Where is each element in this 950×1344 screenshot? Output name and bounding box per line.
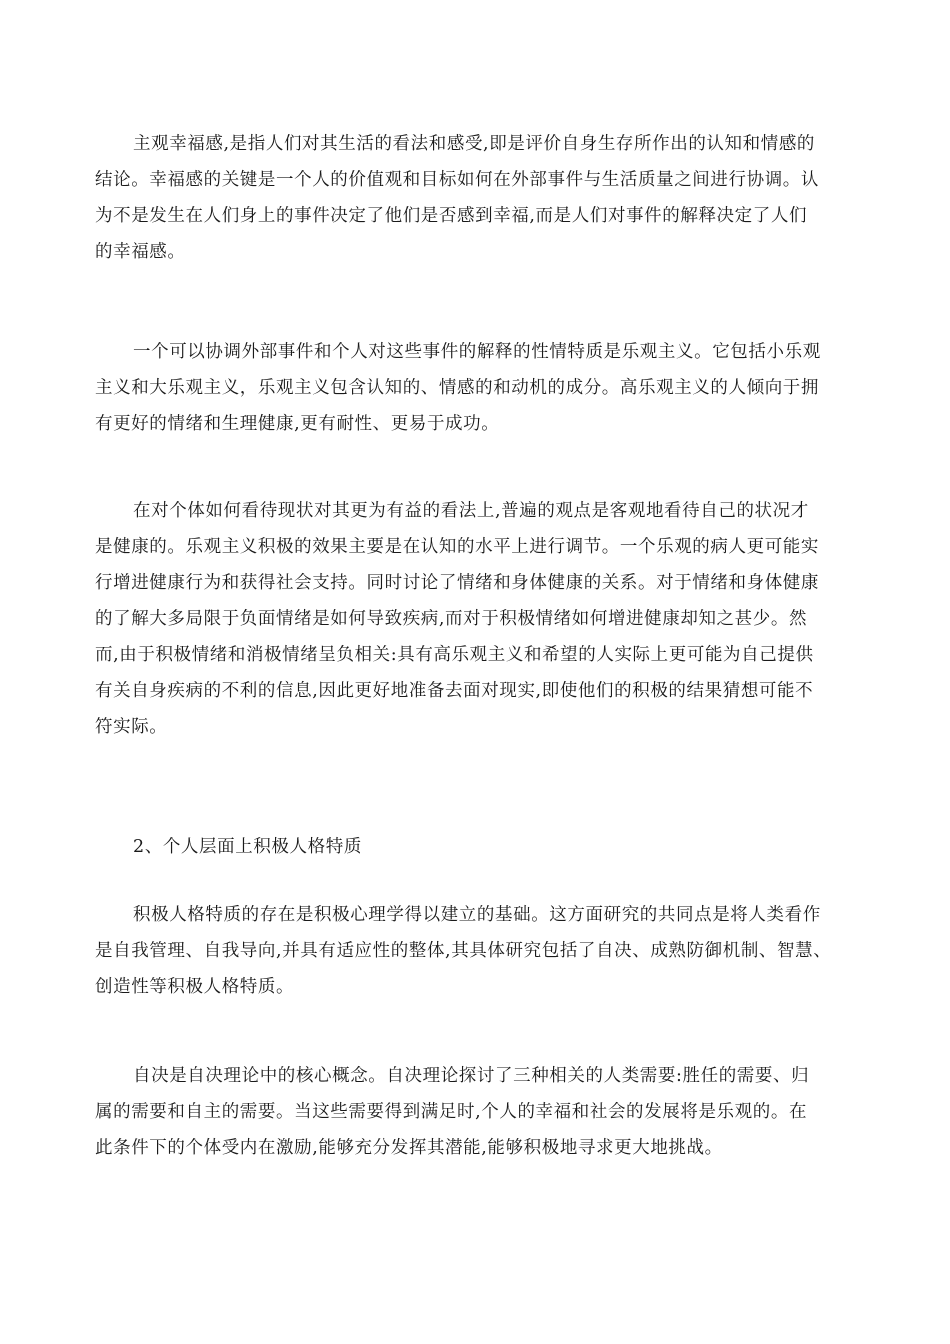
paragraph-line: 符实际。 (95, 717, 168, 737)
section-heading (95, 829, 865, 865)
paragraph-line: 是自我管理、自我导向,并具有适应性的整体,其具体研究包括了自决、成熟防御机制、智慧、 (95, 941, 832, 961)
paragraph-subjective-wellbeing (95, 126, 865, 270)
paragraph-line: 而,由于积极情绪和消极情绪呈负相关:具有高乐观主义和希望的人实际上更可能为自己提供 (95, 645, 814, 665)
paragraph-line: 在对个体如何看待现状对其更为有益的看法上,普遍的观点是客观地看待自己的状况才 (133, 501, 809, 521)
section-heading-text: 2、个人层面上积极人格特质 (133, 837, 362, 857)
paragraph-line: 此条件下的个体受内在激励,能够充分发挥其潜能,能够积极地寻求更大地挑战。 (95, 1138, 723, 1158)
paragraph-line: 行增进健康行为和获得社会支持。同时讨论了情绪和身体健康的关系。对于情绪和身体健康 (95, 573, 819, 593)
paragraph-line: 自决是自决理论中的核心概念。自决理论探讨了三种相关的人类需要:胜任的需要、归 (133, 1066, 810, 1086)
paragraph-line: 积极人格特质的存在是积极心理学得以建立的基础。这方面研究的共同点是将人类看作 (133, 905, 821, 925)
paragraph-line: 主观幸福感,是指人们对其生活的看法和感受,即是评价自身生存所作出的认知和情感的 (133, 134, 816, 154)
paragraph-line: 的了解大多局限于负面情绪是如何导致疾病,而对于积极情绪如何增进健康却知之甚少。然 (95, 609, 808, 629)
paragraph-line: 结论。幸福感的关键是一个人的价值观和目标如何在外部事件与生活质量之间进行协调。认 (95, 170, 819, 190)
paragraph-line: 的幸福感。 (95, 242, 186, 262)
paragraph-line: 主义和大乐观主义，乐观主义包含认知的、情感的和动机的成分。高乐观主义的人倾向于拥 (95, 378, 819, 398)
paragraph-health-emotions (95, 493, 865, 745)
paragraph-line: 创造性等积极人格特质。 (95, 977, 295, 997)
paragraph-line: 是健康的。乐观主义积极的效果主要是在认知的水平上进行调节。一个乐观的病人更可能实 (95, 537, 819, 557)
paragraph-line: 为不是发生在人们身上的事件决定了他们是否感到幸福,而是人们对事件的解释决定了人们 (95, 206, 808, 226)
paragraph-line: 有关自身疾病的不利的信息,因此更好地准备去面对现实,即使他们的积极的结果猜想可能不 (95, 681, 814, 701)
paragraph-line: 属的需要和自主的需要。当这些需要得到满足时,个人的幸福和社会的发展将是乐观的。在 (95, 1102, 808, 1122)
paragraph-line: 有更好的情绪和生理健康,更有耐性、更易于成功。 (95, 414, 500, 434)
paragraph-optimism (95, 334, 865, 442)
paragraph-positive-traits (95, 897, 865, 1005)
paragraph-self-determination (95, 1058, 865, 1166)
paragraph-line: 一个可以协调外部事件和个人对这些事件的解释的性情特质是乐观主义。它包括小乐观 (133, 342, 821, 362)
